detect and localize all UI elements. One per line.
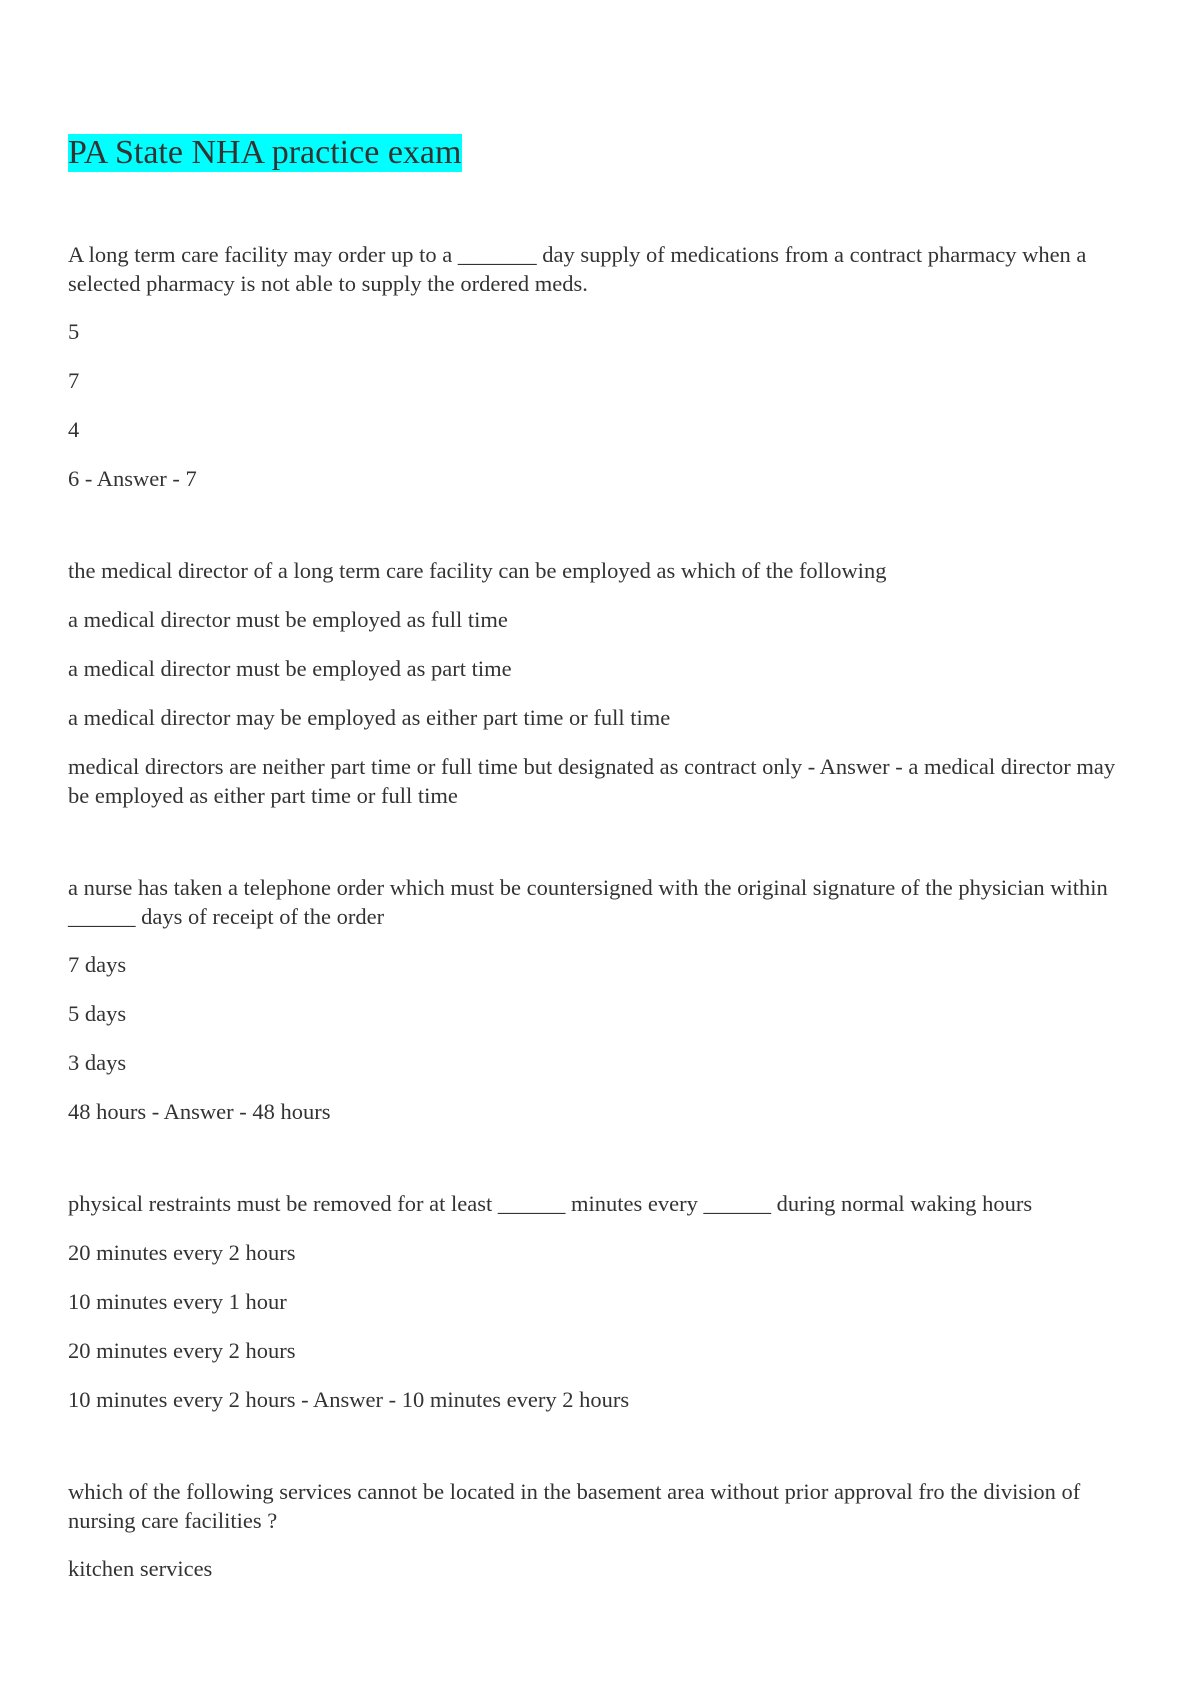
answer-option: a medical director must be employed as full time (68, 607, 508, 632)
answer-option: 48 hours - Answer - 48 hours (68, 1099, 331, 1124)
answer-option: 5 (68, 319, 80, 344)
answer-option: 7 (68, 368, 80, 393)
answer-option: 10 minutes every 1 hour (68, 1289, 287, 1314)
question-text: A long term care facility may order up to a _______ day supply of medications from a contract pharmacy when a selected pharmacy is not able to supply the ordered meds. (68, 242, 1087, 296)
question-text: physical restraints must be removed for at least ______ minutes every ______ during normal waking hours (68, 1191, 1033, 1216)
answer-option: 7 days (68, 952, 127, 977)
answer-option: 5 days (68, 1001, 127, 1026)
answer-option: 20 minutes every 2 hours (68, 1338, 296, 1363)
question-text: a nurse has taken a telephone order which must be countersigned with the original signature of the physician within ______ days of receipt of the order (68, 875, 1108, 929)
answer-option: a medical director may be employed as either part time or full time (68, 705, 671, 730)
answer-option: 10 minutes every 2 hours - Answer - 10 minutes every 2 hours (68, 1387, 630, 1412)
answer-option: 4 (68, 417, 80, 442)
answer-option: medical directors are neither part time or full time but designated as contract only - Answer - a medical director may be employed as either part time or full time (68, 754, 1116, 808)
answer-option: 6 - Answer - 7 (68, 466, 197, 491)
question-text: which of the following services cannot be located in the basement area without prior approval fro the division of nursing care facilities ? (68, 1479, 1081, 1533)
document-title: PA State NHA practice exam (68, 134, 462, 171)
question-text: the medical director of a long term care facility can be employed as which of the following (68, 558, 887, 583)
answer-option: a medical director must be employed as part time (68, 656, 512, 681)
answer-option: 3 days (68, 1050, 127, 1075)
answer-option: 20 minutes every 2 hours (68, 1240, 296, 1265)
answer-option: kitchen services (68, 1556, 213, 1581)
